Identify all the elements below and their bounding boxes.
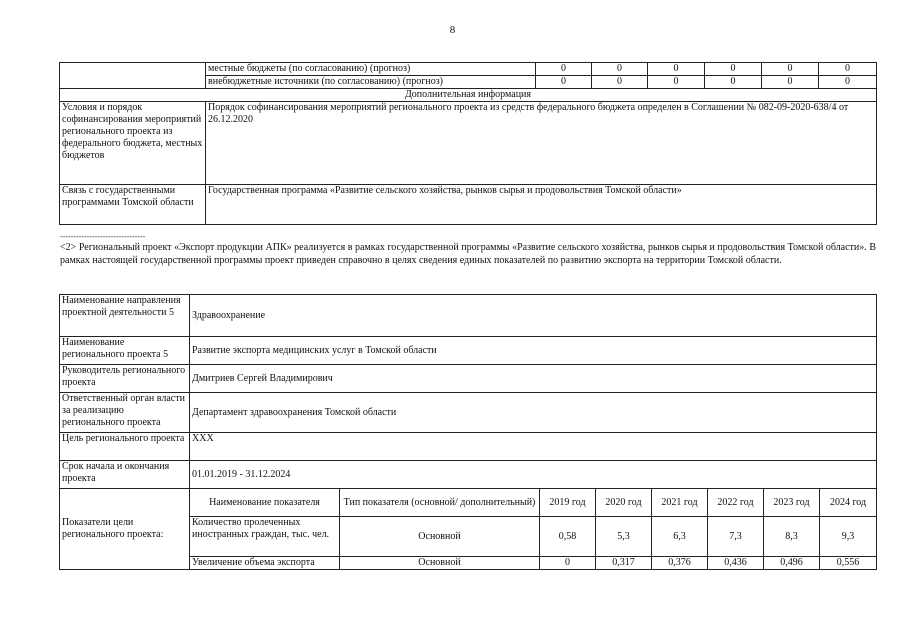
funding-value: 0 xyxy=(762,76,819,89)
direction-label: Наименование направления проектной деятельности 5 xyxy=(60,295,190,337)
funding-value: 0 xyxy=(648,63,705,76)
period-value: 01.01.2019 - 31.12.2024 xyxy=(190,461,877,489)
project-row xyxy=(60,295,877,337)
indicator-name-header: Наименование показателя xyxy=(190,489,340,517)
agency-value: Департамент здравоохранения Томской области xyxy=(190,393,877,433)
cofinancing-label: Условия и порядок софинансирования мероприятий регионального проекта из федерального бюджета, местных бюджетов xyxy=(60,102,206,185)
funding-value: 0 xyxy=(536,76,592,89)
project-row xyxy=(60,337,877,365)
project-row xyxy=(60,433,877,461)
cofinancing-text: Порядок софинансирования мероприятий регионального проекта из средств федерального бюджета определен в Соглашении № 082-09-2020-638/4 от 26.12.2020 xyxy=(206,102,877,185)
indicators-label: Показатели цели регионального проекта: xyxy=(60,489,190,570)
year-header: 2019 год xyxy=(540,489,596,517)
indicator-value: 0,556 xyxy=(820,557,877,570)
funding-info-table xyxy=(59,62,877,225)
project-row xyxy=(60,365,877,393)
footnote-separator: -------------------------------- xyxy=(60,232,146,241)
indicator-value: 0,436 xyxy=(708,557,764,570)
direction-value: Здравоохранение xyxy=(190,295,877,337)
programs-label: Связь с государственными программами Томской области xyxy=(60,185,206,225)
indicator-value: 0,496 xyxy=(764,557,820,570)
funding-row xyxy=(60,63,877,76)
indicator-value: 6,3 xyxy=(652,517,708,557)
indicator-value: 0,58 xyxy=(540,517,596,557)
footnote-text: <2> Региональный проект «Экспорт продукции АПК» реализуется в рамках государственной программы «Развитие сельского хозяйства, рынков сырья и продовольствия Томской области». В рамках настоящей государственной программы проект приведен справочно в целях сведения единых показателей по развитию экспорта на территории Томской области. xyxy=(60,242,876,266)
indicator-type-header: Тип показателя (основной/ дополнительный) xyxy=(340,489,540,517)
indicator-value: 0,376 xyxy=(652,557,708,570)
indicator-type: Основной xyxy=(340,517,540,557)
goal-value: XXX xyxy=(190,433,877,461)
funding-value: 0 xyxy=(762,63,819,76)
page-number: 8 xyxy=(449,24,456,36)
year-header: 2024 год xyxy=(820,489,877,517)
indicator-value: 9,3 xyxy=(820,517,877,557)
indicator-name: Увеличение объема экспорта xyxy=(190,557,340,570)
indicators-header-row xyxy=(60,489,877,517)
project-row xyxy=(60,393,877,433)
indicator-value: 0 xyxy=(540,557,596,570)
goal-label: Цель регионального проекта xyxy=(60,433,190,461)
funding-value: 0 xyxy=(592,63,648,76)
year-header: 2021 год xyxy=(652,489,708,517)
agency-label: Ответственный орган власти за реализацию регионального проекта xyxy=(60,393,190,433)
empty-cell xyxy=(60,63,206,89)
year-header: 2022 год xyxy=(708,489,764,517)
funding-value: 0 xyxy=(705,63,762,76)
leader-label: Руководитель регионального проекта xyxy=(60,365,190,393)
cofinancing-row xyxy=(60,102,877,185)
project-row xyxy=(60,461,877,489)
funding-value: 0 xyxy=(536,63,592,76)
additional-info-header: Дополнительная информация xyxy=(60,89,877,102)
funding-value: 0 xyxy=(648,76,705,89)
year-header: 2020 год xyxy=(596,489,652,517)
project-table xyxy=(59,294,877,570)
indicator-value: 7,3 xyxy=(708,517,764,557)
indicator-value: 5,3 xyxy=(596,517,652,557)
additional-info-header-row xyxy=(60,89,877,102)
leader-value: Дмитриев Сергей Владимирович xyxy=(190,365,877,393)
name-value: Развитие экспорта медицинских услуг в Томской области xyxy=(190,337,877,365)
funding-row-label: внебюджетные источники (по согласованию) (прогноз) xyxy=(206,76,536,89)
name-label: Наименование регионального проекта 5 xyxy=(60,337,190,365)
funding-value: 0 xyxy=(592,76,648,89)
indicator-value: 8,3 xyxy=(764,517,820,557)
indicator-value: 0,317 xyxy=(596,557,652,570)
period-label: Срок начала и окончания проекта xyxy=(60,461,190,489)
funding-value: 0 xyxy=(819,63,877,76)
programs-row xyxy=(60,185,877,225)
funding-value: 0 xyxy=(705,76,762,89)
funding-value: 0 xyxy=(819,76,877,89)
funding-row-label: местные бюджеты (по согласованию) (прогноз) xyxy=(206,63,536,76)
year-header: 2023 год xyxy=(764,489,820,517)
indicator-name: Количество пролеченных иностранных граждан, тыс. чел. xyxy=(190,517,340,557)
programs-text: Государственная программа «Развитие сельского хозяйства, рынков сырья и продовольствия Томской области» xyxy=(206,185,877,225)
indicator-type: Основной xyxy=(340,557,540,570)
